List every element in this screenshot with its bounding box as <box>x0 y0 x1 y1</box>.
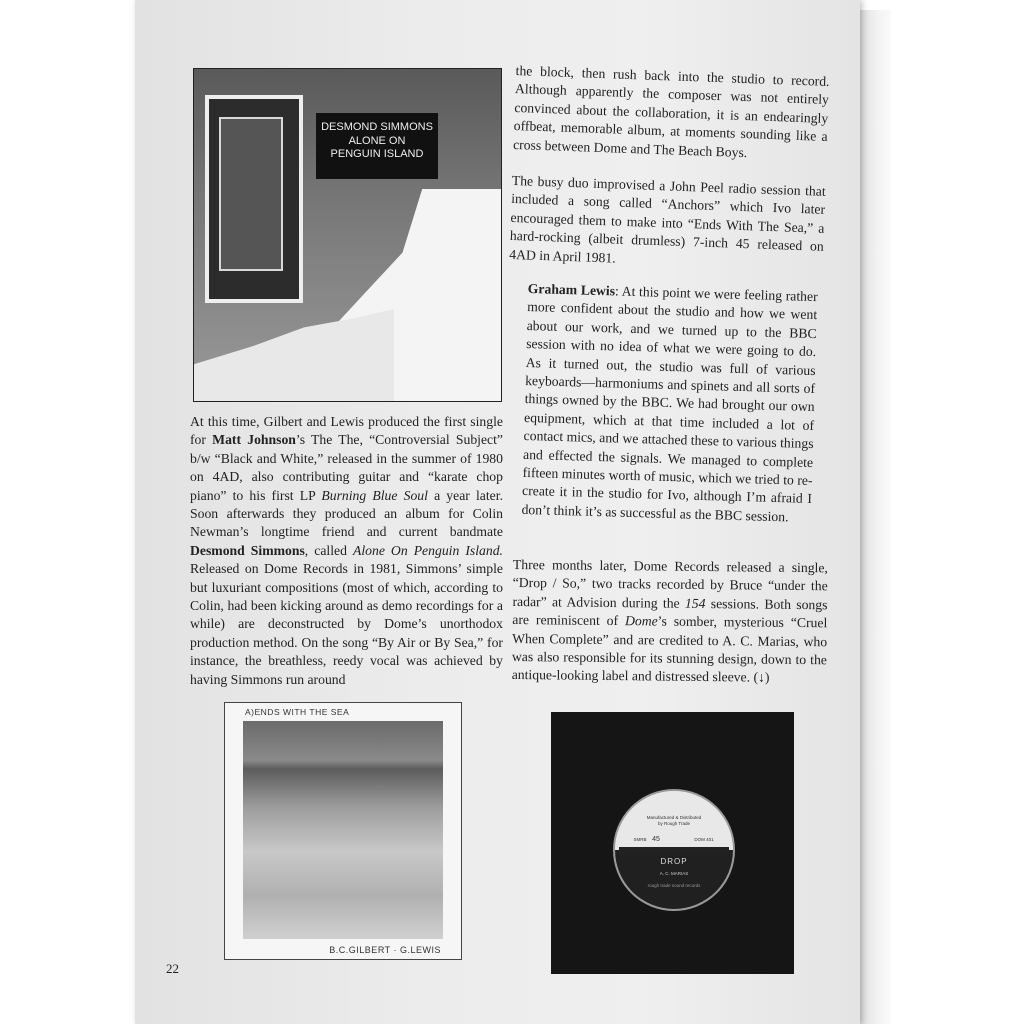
right-column-text <box>509 62 830 275</box>
cover-title-line: ALONE ON <box>348 134 406 147</box>
paragraph <box>512 556 828 688</box>
cover-artwork-inner <box>219 117 283 271</box>
italic-title: Alone On Penguin Island. <box>352 542 503 558</box>
left-column-text <box>190 413 503 689</box>
cover-bottom-label: B.C.GILBERT · G.LEWIS <box>329 945 441 955</box>
text-run: ’s somber, mysterious “Cruel When Complete” and are credited to A. C. Marias, who was also responsible for its stunning design, down to the antique-looking label and distressed sleeve. (↓) <box>511 613 828 686</box>
quote-speaker: Graham Lewis <box>527 280 616 299</box>
text-run: a year later. Soon afterwards they produced an album for Colin Newman’s longtime friend and current bandmate <box>190 487 503 540</box>
cover-title-line: PENGUIN ISLAND <box>330 148 424 160</box>
label-title: DROP <box>660 857 688 866</box>
cover-top-label: A)ENDS WITH THE SEA <box>245 707 350 717</box>
label-cat-right: DOM 401 <box>694 837 714 842</box>
quote-text: : At this point we were feeling rather more confident about the studio and how we went about our work, and we turned up to the BBC session with no idea of what we were going to do. As it turned out, the studio was full of various keyboards—harmoniums and spinets and all sorts of things owned by the BBC. We had brought our own equipment, which at that time included a lot of contact mics, and we attached these to various things and effected the signals. We managed to complete fifteen minutes worth of music, which we tried to re-create it in the studio for Ivo, although I’m afraid I don’t think it’s as successful as the BBC session. <box>521 283 818 525</box>
album-cover-alone-on-penguin-island <box>193 68 502 402</box>
label-credit: A. C. MARIAS <box>659 871 689 876</box>
text-run: Released on Dome Records in 1981, Simmons’ simple but luxuriant compositions (most of which, according to Colin, had been kicking around as demo recordings for a while) are deconstructed by Dome’s unorthodox production method. On the song “By Air or By Sea,” for instance, the breathless, reedy vocal was achieved by having Simmons run around <box>190 561 503 687</box>
text-run: sessions. Both songs are reminiscent of <box>512 595 828 629</box>
single-cover-ends-with-the-sea <box>224 702 462 960</box>
right-column-text-lower <box>512 556 828 688</box>
text-run: ’s The The, “Controversial Subject” b/w “Black and White,” released in the summer of 1980 on 4AD, also contributing guitar and “karate chop piano” to his first LP <box>190 432 503 503</box>
text-run: Three months later, Dome Records released a single, “Drop / So,” two tracks recorded by Bruce “under the radar” at Advision during the <box>512 556 828 611</box>
bold-name: Desmond Simmons <box>190 542 305 558</box>
record-label <box>613 789 735 911</box>
italic-title: 154 <box>684 595 706 611</box>
label-bottom-line: rough trade sound records <box>647 883 701 888</box>
italic-title: Burning Blue Soul <box>321 487 428 503</box>
label-top-line: Manufactured & Distributed <box>646 815 702 820</box>
label-cat-left: SMRB <box>633 837 647 842</box>
quote-block <box>521 280 818 527</box>
record-drop-sleeve <box>551 712 794 974</box>
record-label-band <box>619 847 729 855</box>
italic-title: Dome <box>624 613 658 629</box>
next-page-edge <box>855 10 891 1024</box>
text-run: , called <box>304 542 353 558</box>
cover-artwork-frame <box>205 95 303 303</box>
cover-title-line: DESMOND SIMMONS <box>321 121 433 133</box>
paragraph: the block, then rush back into the studio to record. Although apparently the composer was not entirely convinced about the collaboration, it is an endearingly offbeat, memorable album, at moments sounding like a cross between Dome and The Beach Boys. <box>512 62 830 160</box>
paragraph <box>190 413 503 689</box>
quote-paragraph <box>521 280 818 527</box>
sea-photo <box>243 721 443 939</box>
text-run: At this time, Gilbert and Lewis produced the first single for <box>190 414 503 448</box>
page-number: 22 <box>166 961 179 976</box>
bold-name: Matt Johnson <box>212 432 296 448</box>
label-top-line-2: by Rough Trade <box>657 821 691 826</box>
label-speed: 45 <box>652 836 660 843</box>
paragraph: The busy duo improvised a John Peel radio session that included a song called “Anchors” which Ivo later encouraged them to make into “Ends With The Sea,” a hard-rocking (albeit drumless) 7-inch 45 released on 4AD in April 1981. <box>509 172 826 266</box>
cover-title-box <box>316 113 438 179</box>
